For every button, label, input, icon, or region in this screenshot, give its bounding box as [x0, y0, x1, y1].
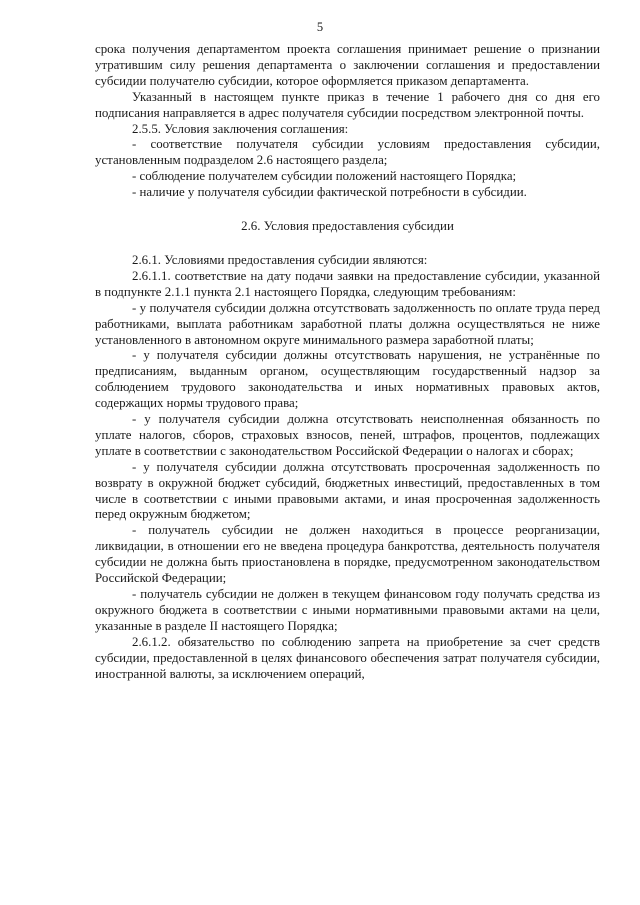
- list-item: - наличие у получателя субсидии фактической потребности в субсидии.: [132, 185, 527, 200]
- paragraph: Указанный в настоящем пункте приказ в течение 1 рабочего дня со дня его подписания направляется в адрес получателя субсидии посредством электронной почты.: [95, 89, 600, 120]
- paragraph: срока получения департаментом проекта соглашения принимает решение о признании утратившим силу решения департамента о заключении соглашения и предоставлении субсидии получателю субсидии, которое оформляется приказом департамента.: [95, 42, 600, 88]
- paragraph: 2.6.1. Условиями предоставления субсидии являются:: [132, 252, 428, 267]
- list-item: - соблюдение получателем субсидии положений настоящего Порядка;: [132, 169, 517, 184]
- list-item: - соответствие получателя субсидии условиям предоставления субсидии, установленным подразделом 2.6 настоящего раздела;: [95, 137, 600, 168]
- list-item: - получатель субсидии не должен в текущем финансовом году получать средства из окружного бюджета в соответствии с иными нормативными правовыми актами на цели, указанные в разделе II настоящего Порядка;: [95, 587, 600, 633]
- page-number: 5: [316, 20, 324, 34]
- list-item: - у получателя субсидии должна отсутствовать неисполненная обязанность по уплате налогов, сборов, страховых взносов, пеней, штрафов, процентов, подлежащих уплате в соответствии с законодательством Российской Федерации о налогах и сборах;: [95, 412, 600, 458]
- paragraphs-before: [95, 42, 600, 201]
- document-body: [95, 42, 600, 682]
- list-item: - получатель субсидии не должен находиться в процессе реорганизации, ликвидации, в отношении его не введена процедура банкротства, деятельность получателя субсидии не должна быть приостановлена в порядке, предусмотренном законодательством Российской Федерации;: [95, 523, 600, 586]
- paragraph: 2.6.1.2. обязательство по соблюдению запрета на приобретение за счет средств субсидии, предоставленной в целях финансового обеспечения затрат получателя субсидии, иностранной валюты, за исключением операций,: [95, 634, 600, 681]
- paragraphs-after: [95, 253, 600, 682]
- list-item: - у получателя субсидии должны отсутствовать нарушения, не устранённые по предписаниям, выданным органом, осуществляющим государственный надзор за соблюдением трудового законодательства и иных нормативных правовых актов, содержащих нормы трудового права;: [95, 348, 600, 411]
- list-item: - у получателя субсидии должна отсутствовать задолженность по оплате труда перед работниками, выплата работникам заработной платы должна осуществляться не ниже установленного в автономном округе минимального размера заработной платы;: [95, 300, 600, 347]
- section-heading: 2.6. Условия предоставления субсидии: [241, 219, 454, 234]
- paragraph: 2.5.5. Условия заключения соглашения:: [132, 121, 349, 136]
- paragraph: 2.6.1.1. соответствие на дату подачи заявки на предоставление субсидии, указанной в подпункте 2.1.1 пункта 2.1 настоящего Порядка, следующим требованиям:: [95, 268, 600, 299]
- list-item: - у получателя субсидии должна отсутствовать просроченная задолженность по возврату в окружной бюджет субсидий, бюджетных инвестиций, предоставленных в том числе в соответствии с иными правовыми актами, и иная просроченная задолженность перед окружным бюджетом;: [95, 459, 600, 522]
